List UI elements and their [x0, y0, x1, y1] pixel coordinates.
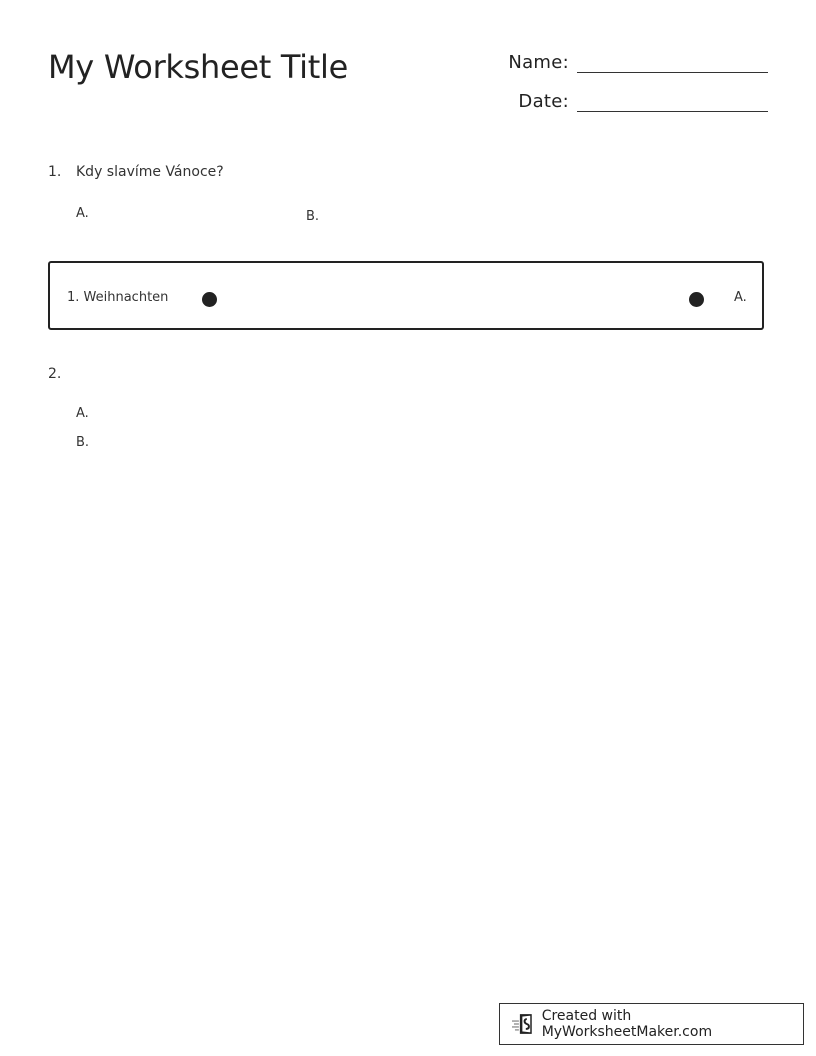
- question-number: 2.: [48, 366, 62, 382]
- option-b[interactable]: B.: [306, 209, 320, 224]
- footer-text: Created with MyWorksheetMaker.com: [541, 1008, 713, 1040]
- matching-left-dot[interactable]: [202, 292, 217, 307]
- footer-credit[interactable]: [499, 1003, 804, 1045]
- matching-left-item: 1. Weihnachten: [67, 290, 169, 305]
- option-a[interactable]: A.: [76, 406, 89, 421]
- matching-right-dot[interactable]: [689, 292, 704, 307]
- name-label: Name:: [508, 52, 569, 73]
- question-text: Kdy slavíme Vánoce?: [76, 164, 224, 180]
- worksheet-maker-logo-icon: [511, 1012, 537, 1036]
- name-field-row: [508, 50, 768, 73]
- matching-box: [48, 261, 764, 330]
- option-a[interactable]: A.: [76, 206, 89, 221]
- worksheet-title: My Worksheet Title: [48, 48, 348, 86]
- matching-right-item: A.: [734, 290, 747, 305]
- date-field-row: [518, 89, 768, 112]
- option-b[interactable]: B.: [76, 435, 90, 450]
- date-label: Date:: [518, 91, 569, 112]
- question-number: 1.: [48, 164, 62, 180]
- date-input-line[interactable]: [577, 89, 768, 112]
- name-input-line[interactable]: [577, 50, 768, 73]
